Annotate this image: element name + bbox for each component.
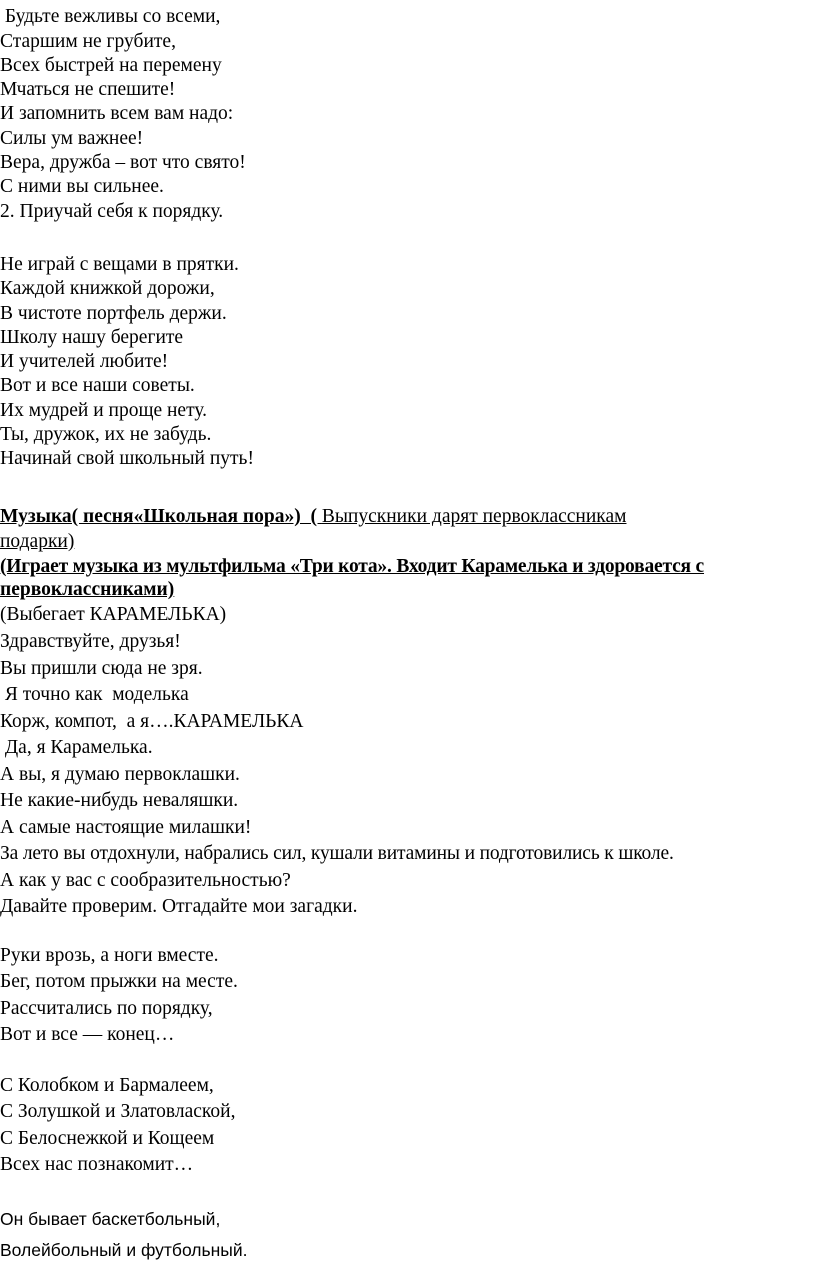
poem-line: Вера, дружба – вот что свято! — [0, 152, 246, 173]
poem-line: Ты, дружок, их не забудь. — [0, 424, 212, 445]
speech-line: Корж, компот, а я….КАРАМЕЛЬКА — [0, 711, 304, 732]
poem-line: Вот и все наши советы. — [0, 375, 195, 396]
poem-line: В чистоте портфель держи. — [0, 303, 227, 324]
riddle-line: Руки врозь, а ноги вместе. — [0, 945, 219, 966]
speech-line: Вы пришли сюда не зря. — [0, 658, 203, 679]
speech-line: Я точно как моделька — [0, 684, 189, 705]
speech-line: А самые настоящие милашки! — [0, 817, 252, 838]
music-heading — [0, 505, 626, 529]
riddle-line: С Белоснежкой и Кощеем — [0, 1128, 215, 1149]
music-heading-note: Выпускники дарят первоклассникам — [321, 506, 627, 527]
poem-line: Каждой книжкой дорожи, — [0, 278, 215, 299]
poem-line: И запомнить всем вам надо: — [0, 103, 234, 124]
riddle-line: Всех нас познакомит… — [0, 1154, 194, 1175]
speech-line: Здравствуйте, друзья! — [0, 631, 181, 652]
poem-line: Школу нашу берегите — [0, 327, 184, 348]
poem-line: С ними вы сильнее. — [0, 176, 164, 197]
poem-line: Старшим не грубите, — [0, 31, 176, 52]
riddle-line: С Колобком и Бармалеем, — [0, 1075, 214, 1096]
speech-line: Давайте проверим. Отгадайте мои загадки. — [0, 896, 358, 917]
riddle-line: С Золушкой и Златовлаской, — [0, 1101, 236, 1122]
riddle-line: Рассчитались по порядку, — [0, 998, 213, 1019]
poem-line: Не играй с вещами в прятки. — [0, 254, 239, 275]
poem-line: Будьте вежливы со всеми, — [0, 6, 221, 27]
poem-line: Мчаться не спешите! — [0, 79, 176, 100]
poem-line: Силы ум важнее! — [0, 128, 144, 149]
poem-line: Их мудрей и проще нету. — [0, 400, 208, 421]
riddle-line: Бег, потом прыжки на месте. — [0, 971, 238, 992]
speech-line: А вы, я думаю первоклашки. — [0, 764, 240, 785]
speech-line: Не какие-нибудь неваляшки. — [0, 790, 239, 811]
music-heading-title: Музыка( песня«Школьная пора») ( — [0, 506, 322, 527]
poem-line: 2. Приучай себя к порядку. — [0, 201, 224, 222]
speech-line: Да, я Карамелька. — [0, 737, 153, 758]
poem-line: И учителей любите! — [0, 351, 169, 372]
poem-line: Начинай свой школьный путь! — [0, 448, 254, 469]
poem-line: Всех быстрей на перемену — [0, 55, 222, 76]
riddle-line: Вот и все — конец… — [0, 1024, 175, 1045]
music-heading-continuation: подарки) — [0, 531, 75, 552]
stage-direction: первоклассниками) — [0, 579, 175, 600]
speech-line: За лето вы отдохнули, набрались сил, кушали витамины и подготовились к школе. — [0, 843, 674, 864]
riddle-line: Волейбольный и футбольный. — [0, 1240, 248, 1260]
speech-line: А как у вас с сообразительностью? — [0, 870, 291, 891]
stage-direction: (Играет музыка из мультфильма «Три кота». Входит Карамелька и здоровается с — [0, 556, 705, 577]
speech-line: (Выбегает КАРАМЕЛЬКА) — [0, 604, 227, 625]
riddle-line: Он бывает баскетбольный, — [0, 1209, 221, 1229]
